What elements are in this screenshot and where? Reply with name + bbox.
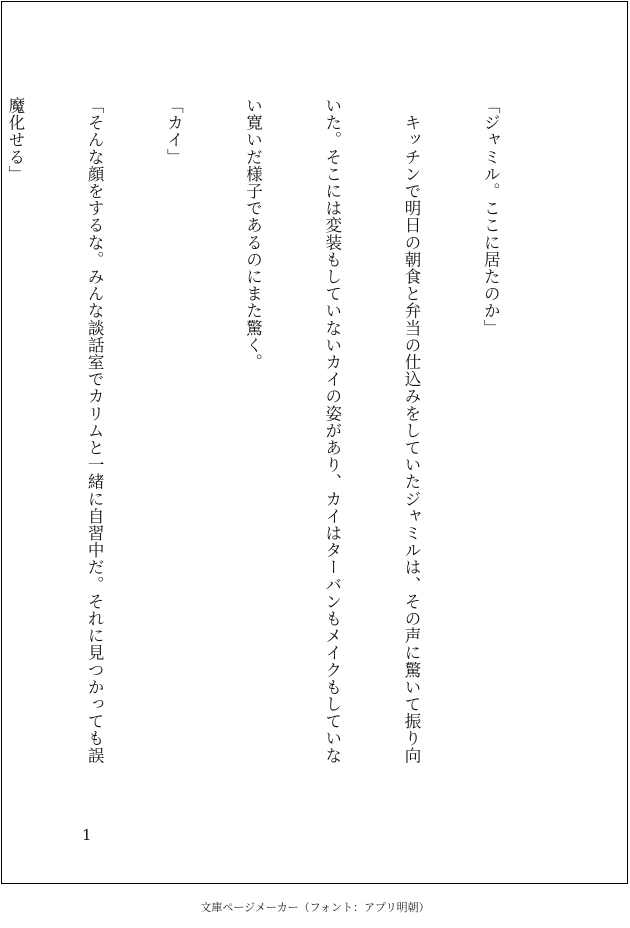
text-line: 「カイ」 <box>164 97 184 166</box>
text-line: いた。そこには変装もしていないカイの姿があり、カイはターバンもメイクもしていな <box>322 97 342 764</box>
footer-credit: 文庫ページメーカー（フォント：アプリ明朝） <box>200 901 430 914</box>
text-line: 魔化せる」 <box>5 97 25 183</box>
page-number: 1 <box>82 826 92 844</box>
vertical-text-body <box>5 97 556 817</box>
book-page <box>1 1 628 884</box>
text-line: い寛いだ様子であるのにまた驚く。 <box>243 97 263 371</box>
text-line: 「そんな顔をするな。みんな談話室でカリムと一緒に自習中だ。それに見つかっても誤 <box>85 97 105 764</box>
text-line: キッチンで明日の朝食と弁当の仕込みをしていたジャミルは、その声に驚いて振り向 <box>401 97 421 764</box>
text-line: 「ジャミル。ここに居たのか」 <box>481 97 501 337</box>
